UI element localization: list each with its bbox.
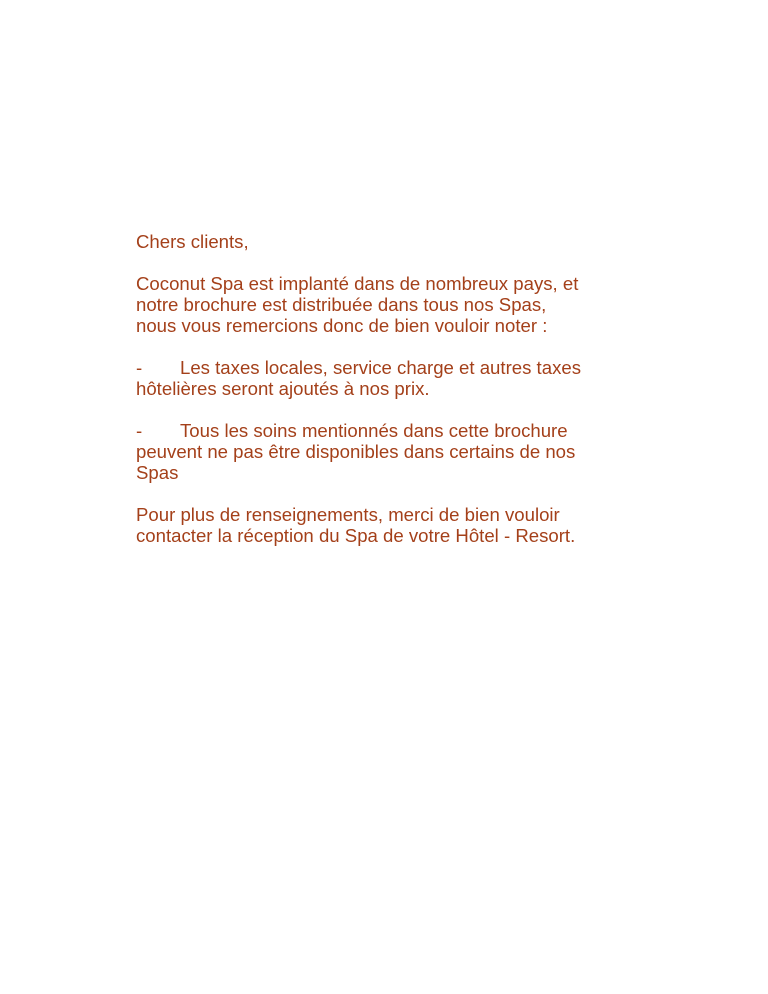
paragraph-gap [136, 483, 636, 504]
intro-line: nous vous remercions donc de bien vouloir noter : [136, 315, 548, 336]
bullet-continuation: hôtelières seront ajoutés à nos prix. [136, 378, 430, 399]
greeting [136, 231, 636, 252]
bullet-item-taxes [136, 357, 636, 399]
bullet-item-soins [136, 420, 636, 483]
intro-line: Coconut Spa est implanté dans de nombreux pays, et [136, 273, 579, 294]
intro-paragraph [136, 273, 636, 336]
paragraph-gap [136, 252, 636, 273]
bullet-marker: - [136, 420, 143, 441]
closing-paragraph [136, 504, 636, 546]
closing-line: contacter la réception du Spa de votre Hôtel - Resort. [136, 525, 576, 546]
intro-line: notre brochure est distribuée dans tous nos Spas, [136, 294, 547, 315]
paragraph-gap [136, 399, 636, 420]
bullet-first-line [136, 420, 636, 441]
bullet-marker: - [136, 357, 143, 378]
bullet-text: Tous les soins mentionnés dans cette brochure [180, 420, 568, 441]
letter-body [136, 231, 636, 546]
bullet-first-line [136, 357, 636, 378]
bullet-continuation: peuvent ne pas être disponibles dans certains de nos [136, 441, 576, 462]
bullet-text: Les taxes locales, service charge et autres taxes [180, 357, 582, 378]
closing-line: Pour plus de renseignements, merci de bien vouloir [136, 504, 560, 525]
bullet-continuation: Spas [136, 462, 179, 483]
paragraph-gap [136, 336, 636, 357]
greeting-text: Chers clients, [136, 231, 249, 252]
